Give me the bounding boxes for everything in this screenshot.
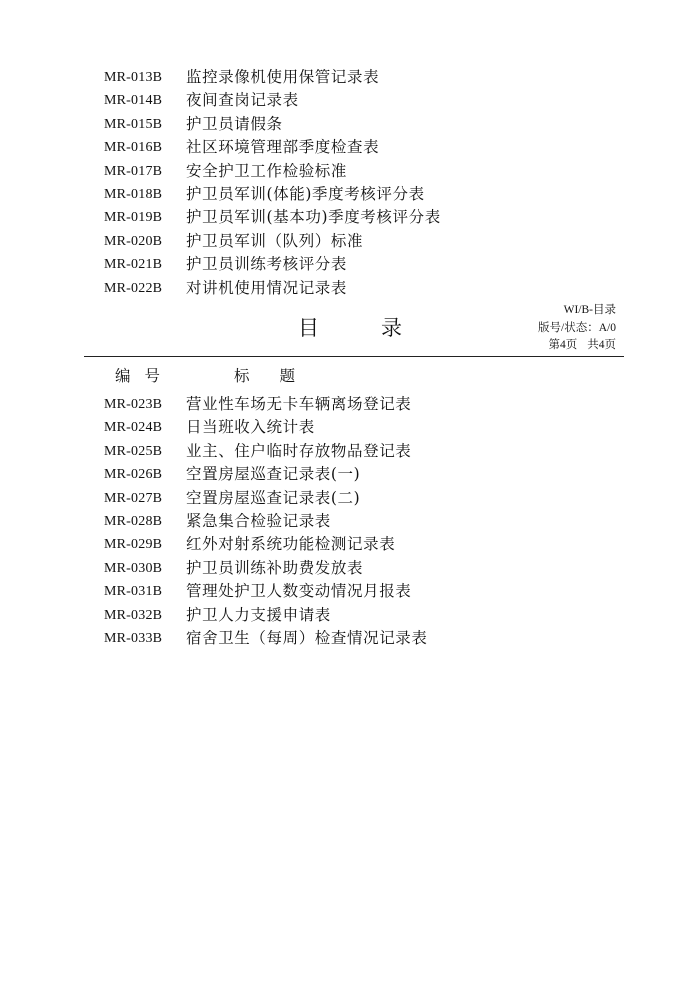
record-title: 护卫人力支援申请表 (186, 605, 331, 624)
record-code: MR-028B (104, 513, 163, 529)
list-item (104, 113, 441, 136)
record-title: 管理处护卫人数变动情况月报表 (186, 582, 412, 601)
record-code: MR-020B (104, 233, 163, 249)
list-item (104, 510, 428, 533)
record-code: MR-016B (104, 140, 163, 156)
record-code: MR-013B (104, 70, 163, 85)
list-item (104, 604, 428, 627)
column-header-code: 编号 (115, 367, 175, 385)
list-item (104, 580, 428, 603)
record-title: 营业性车场无卡车辆离场登记表 (186, 395, 412, 413)
list-item (104, 487, 428, 510)
list-item (104, 206, 441, 229)
record-title: 对讲机使用情况记录表 (186, 278, 348, 297)
record-code: MR-015B (104, 116, 163, 132)
record-code: MR-024B (104, 420, 163, 436)
list-item (104, 230, 441, 253)
list-item (104, 627, 428, 650)
record-code: MR-031B (104, 584, 163, 600)
list-item (104, 557, 428, 580)
list-item (104, 416, 428, 439)
list-item (104, 440, 428, 463)
record-code: MR-032B (104, 607, 163, 623)
record-title: 护卫员训练补助费发放表 (186, 558, 364, 577)
version-status: 版号/状态：A/0 (538, 321, 616, 334)
record-code: MR-027B (104, 490, 163, 506)
record-list-bottom (104, 393, 428, 650)
record-title: 红外对射系统功能检测记录表 (186, 535, 396, 554)
list-item (104, 136, 441, 159)
list-item (104, 533, 428, 556)
record-title: 日当班收入统计表 (186, 418, 315, 437)
record-title: 护卫员训练考核评分表 (186, 255, 348, 274)
document-meta (538, 302, 616, 355)
record-code: MR-022B (104, 280, 163, 296)
list-item (104, 253, 441, 276)
list-item (104, 66, 441, 89)
record-title: 宿舍卫生（每周）检查情况记录表 (186, 628, 428, 647)
record-code: MR-029B (104, 537, 163, 553)
list-item (104, 277, 441, 300)
record-title: 护卫员军训（队列）标准 (186, 231, 364, 250)
record-title: 监控录像机使用保管记录表 (186, 68, 380, 86)
record-title: 紧急集合检验记录表 (186, 511, 331, 530)
record-title: 护卫员请假条 (186, 114, 283, 133)
record-code: MR-023B (104, 397, 163, 412)
record-code: MR-021B (104, 257, 163, 273)
column-header-title: 标题 (234, 367, 326, 385)
record-code: MR-017B (104, 163, 163, 179)
record-title: 空置房屋巡查记录表(一) (186, 465, 361, 484)
page-current: 第4页 (548, 339, 578, 351)
page-title (298, 312, 402, 342)
column-headers (0, 364, 700, 386)
record-title: 护卫员军训(基本功)季度考核评分表 (186, 208, 441, 227)
list-item (104, 183, 441, 206)
page-title-char: 录 (381, 316, 402, 340)
list-item (104, 160, 441, 183)
record-code: MR-014B (104, 93, 163, 109)
page-total: 共4页 (587, 339, 616, 351)
record-code: MR-030B (104, 560, 163, 576)
document-id: WI/B-目录 (563, 304, 616, 316)
record-title: 业主、住户临时存放物品登记表 (186, 441, 412, 460)
list-item (104, 89, 441, 112)
record-title: 护卫员军训(体能)季度考核评分表 (186, 184, 425, 203)
page-title-char: 目 (298, 316, 319, 340)
list-item (104, 463, 428, 486)
page-info (538, 337, 616, 355)
record-code: MR-033B (104, 630, 163, 646)
header-divider (84, 356, 624, 357)
record-title: 安全护卫工作检验标准 (186, 161, 348, 180)
record-title: 空置房屋巡查记录表(二) (186, 488, 361, 507)
record-code: MR-018B (104, 186, 163, 202)
record-code: MR-019B (104, 210, 163, 226)
record-title: 社区环境管理部季度检查表 (186, 138, 380, 157)
record-title: 夜间查岗记录表 (186, 91, 299, 110)
list-item (104, 393, 428, 416)
record-code: MR-025B (104, 443, 163, 459)
record-code: MR-026B (104, 467, 163, 483)
record-list-top (104, 66, 441, 300)
